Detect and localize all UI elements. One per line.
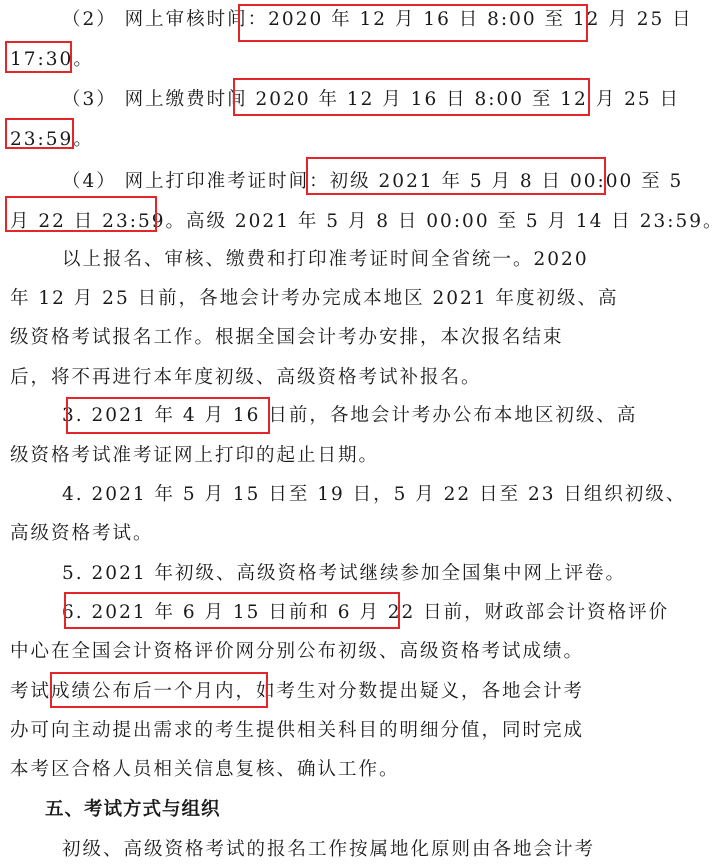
- text-line-16: 6. 2021 年 6 月 15 日前和 6 月 22 日前，财政部会计资格评价: [62, 602, 670, 623]
- highlight-box-april-date: [66, 397, 270, 434]
- text-line-15: 5. 2021 年初级、高级资格考试继续参加全国集中网上评卷。: [62, 563, 626, 584]
- highlight-box-payment-time: [233, 78, 590, 116]
- text-line-11: 3. 2021 年 4 月 16 日前，各地会计考办公布本地区初级、高: [62, 405, 638, 426]
- highlight-box-review-end: [5, 41, 72, 73]
- text-line-22: 初级、高级资格考试的报名工作按属地化原则由各地会计考: [62, 839, 596, 860]
- highlight-box-review-time: [238, 4, 588, 42]
- text-line-14: 高级资格考试。: [10, 523, 154, 544]
- text-line-1: （2） 网上审核时间：2020 年 12 月 16 日 8:00 至 12 月 25 日: [62, 9, 693, 30]
- section-heading: 五、考试方式与组织: [45, 799, 221, 820]
- highlight-box-print-time: [306, 157, 606, 195]
- text-line-18: 考试成绩公布后一个月内，如考生对分数提出疑义，各地会计考: [10, 681, 585, 702]
- text-line-6: 月 22 日 23:59。高级 2021 年 5 月 8 日 00:00 至 5 月 14 日 23:59。: [10, 211, 724, 232]
- highlight-box-payment-end: [5, 118, 74, 149]
- text-line-8: 年 12 月 25 日前，各地会计考办完成本地区 2021 年度初级、高: [10, 288, 619, 309]
- text-line-20: 本考区合格人员相关信息复核、确认工作。: [10, 759, 400, 780]
- text-line-7: 以上报名、审核、缴费和打印准考证时间全省统一。2020: [62, 249, 589, 270]
- text-line-19: 办可向主动提出需求的考生提供相关科目的明细分值，同时完成: [10, 720, 585, 741]
- highlight-box-one-month: [50, 672, 268, 708]
- text-line-12: 级资格考试准考证网上打印的起止日期。: [10, 445, 380, 466]
- text-line-13: 4. 2021 年 5 月 15 日至 19 日，5 月 22 日至 23 日组织初级、: [62, 484, 687, 505]
- text-line-4: 23:59。: [10, 129, 94, 150]
- text-line-3: （3） 网上缴费时间 2020 年 12 月 16 日 8:00 至 12 月 25 日: [62, 89, 681, 110]
- text-line-17: 中心在全国会计资格评价网分别公布初级、高级资格考试成绩。: [10, 641, 585, 662]
- text-line-10: 后，将不再进行本年度初级、高级资格考试补报名。: [10, 367, 482, 388]
- text-line-5: （4） 网上打印准考证时间：初级 2021 年 5 月 8 日 00:00 至 5: [62, 171, 684, 192]
- highlight-box-june-dates: [64, 592, 400, 629]
- text-line-2: 17:30。: [10, 49, 94, 70]
- highlight-box-print-end: [5, 196, 157, 232]
- text-line-9: 级资格考试报名工作。根据全国会计考办安排，本次报名结束: [10, 327, 564, 348]
